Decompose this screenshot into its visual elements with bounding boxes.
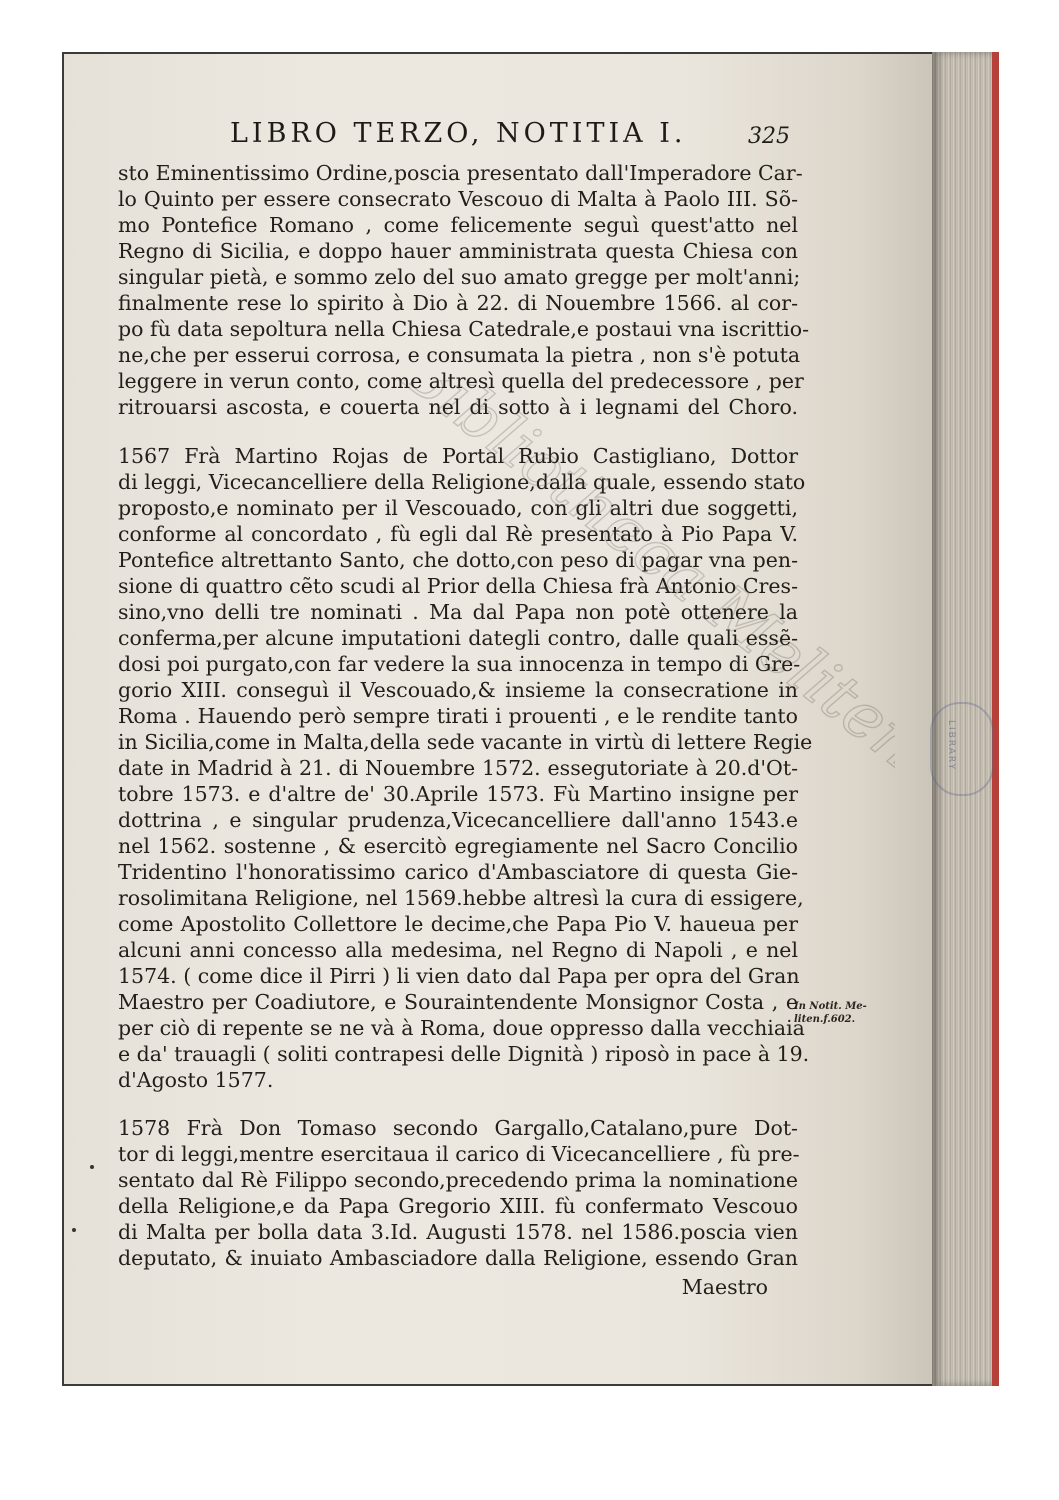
text-line: come Apostolito Collettore le decime,che Papa Pio V. haueua per: [118, 912, 798, 936]
text-line: dottrina , e singular prudenza,Vicecancelliere dall'anno 1543.e: [118, 808, 798, 832]
text-line: rosolimitana Religione, nel 1569.hebbe altresì la cura di essigere,: [118, 886, 804, 910]
page-header: [230, 118, 790, 158]
text-line: di leggi, Vicecancelliere della Religione,dalla quale, essendo stato: [118, 470, 806, 494]
text-line: per ciò di repente se ne và à Roma, doue oppresso dalla vecchiaia: [118, 1016, 805, 1040]
text-line: mo Pontefice Romano , come felicemente seguì quest'atto nel: [118, 213, 798, 237]
text-line: d'Agosto 1577.: [118, 1068, 274, 1092]
text-line: ritrouarsi ascosta, e couerta nel di sotto à i legnami del Choro.: [118, 395, 798, 419]
text-line: ne,che per esserui corrosa, e consumata la pietra , non s'è potuta: [118, 343, 801, 367]
text-line: po fù data sepoltura nella Chiesa Catedrale,e postaui vna iscrittio-: [118, 317, 810, 341]
margin-note-line: In Notit. Me-: [794, 1001, 867, 1012]
text-line: sino,vno delli tre nominati . Ma dal Papa non potè ottenere la: [118, 600, 798, 624]
margin-note: [794, 1000, 889, 1026]
red-page-edge: [992, 52, 999, 1386]
text-line: conforme al concordato , fù egli dal Rè presentato à Pio Papa V.: [118, 522, 798, 546]
margin-note-line: liten.f.602.: [794, 1014, 856, 1025]
text-line: nel 1562. sostenne , & esercitò egregiamente nel Sacro Concilio: [118, 834, 798, 858]
catchword: Maestro: [681, 1275, 768, 1299]
text-line: 1567 Frà Martino Rojas de Portal Rubio Castigliano, Dottor: [118, 444, 798, 468]
text-line: tobre 1573. e d'altre de' 30.Aprile 1573. Fù Martino insigne per: [118, 782, 798, 806]
text-line: singular pietà, e sommo zelo del suo amato gregge per molt'anni;: [118, 265, 801, 289]
text-line: tor di leggi,mentre esercitaua il carico di Vicecancelliere , fù pre-: [118, 1142, 800, 1166]
text-line: della Religione,e da Papa Gregorio XIII. fù confermato Vescouo: [118, 1194, 798, 1218]
text-line: di Malta per bolla data 3.Id. Augusti 1578. nel 1586.poscia vien: [118, 1220, 798, 1244]
text-line: conferma,per alcune imputationi dategli contro, dalle quali essẽ-: [118, 626, 798, 650]
text-line: e da' trauagli ( soliti contrapesi delle Dignità ) riposò in pace à 19.: [118, 1042, 810, 1066]
text-line: sentato dal Rè Filippo secondo,precedendo prima la nominatione: [118, 1168, 798, 1192]
page-number: 325: [748, 124, 790, 149]
text-line: in Sicilia,come in Malta,della sede vacante in virtù di lettere Regie: [118, 730, 813, 754]
speck: [90, 1165, 94, 1169]
text-line: gorio XIII. conseguì il Vescouado,& insieme la consecratione in: [118, 678, 798, 702]
text-line: Maestro per Coadiutore, e Souraintendente Monsignor Costa , e: [118, 990, 798, 1014]
library-stamp-text: LIBRARY: [946, 720, 956, 772]
text-line: dosi poi purgato,con far vedere la sua innocenza in tempo di Gre-: [118, 652, 801, 676]
text-line: proposto,e nominato per il Vescouado, con gli altri due soggetti,: [118, 496, 798, 520]
text-line: lo Quinto per essere consecrato Vescouo di Malta à Paolo III. Sõ-: [118, 187, 798, 211]
text-line: 1578 Frà Don Tomaso secondo Gargallo,Catalano,pure Dot-: [118, 1116, 798, 1140]
text-line: 1574. ( come dice il Pirri ) li vien dato dal Papa per opra del Gran: [118, 964, 800, 988]
text-line: Pontefice altrettanto Santo, che dotto,con peso di pagar vna pen-: [118, 548, 798, 572]
text-line: deputato, & inuiato Ambasciadore dalla Religione, essendo Gran: [118, 1246, 798, 1270]
text-line: sione di quattro cẽto scudi al Prior della Chiesa frà Antonio Cres-: [118, 574, 798, 598]
running-title: LIBRO TERZO, NOTITIA I.: [230, 118, 687, 149]
text-line: Regno di Sicilia, e doppo hauer amministrata questa Chiesa con: [118, 239, 798, 263]
text-line: sto Eminentissimo Ordine,poscia presentato dall'Imperadore Car-: [118, 161, 803, 185]
text-line: Tridentino l'honoratissimo carico d'Ambasciatore di questa Gie-: [118, 860, 798, 884]
library-stamp: [930, 702, 994, 796]
speck: [72, 1228, 76, 1232]
text-line: finalmente rese lo spirito à Dio à 22. di Nouembre 1566. al cor-: [118, 291, 798, 315]
text-line: leggere in verun conto, come altresì quella del predecessore , per: [118, 369, 804, 393]
text-line: date in Madrid à 21. di Nouembre 1572. essegutoriate à 20.d'Ot-: [118, 756, 798, 780]
text-line: alcuni anni concesso alla medesima, nel Regno di Napoli , e nel: [118, 938, 798, 962]
text-line: Roma . Hauendo però sempre tirati i prouenti , e le rendite tanto: [118, 704, 798, 728]
